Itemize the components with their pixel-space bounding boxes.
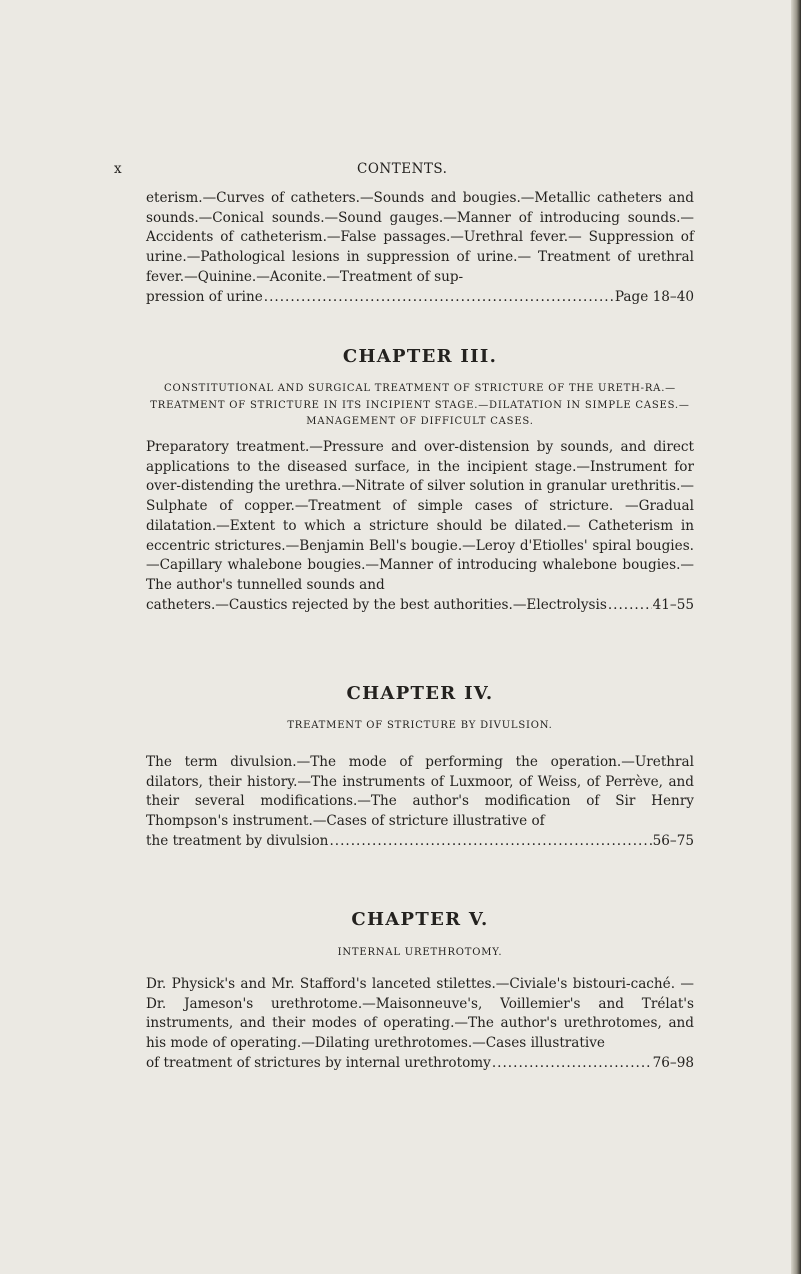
summary-last-text: of treatment of strictures by internal urethrotomy	[146, 1054, 491, 1071]
chapter-5-title: CHAPTER V.	[351, 909, 489, 930]
summary-last-text: catheters.—Caustics rejected by the best authorities.—Electrolysis	[146, 596, 607, 613]
chapter-5-subtitle: INTERNAL URETHROTOMY.	[337, 947, 503, 958]
summary-last-line	[146, 832, 694, 852]
page-edge-shadow	[791, 0, 801, 1274]
page-range: 56–75	[652, 832, 694, 849]
dot-leader	[329, 832, 651, 852]
chapter-3-title: CHAPTER III.	[342, 346, 498, 367]
page-number: x	[114, 161, 123, 177]
summary-text: Preparatory treatment.—Pressure and over-distension by sounds, and direct applications to the diseased surface, in the incipient stage.—Instrument for over-distending the urethra.—Nitrate of silver solution in granular urethritis.—Sulphate of copper.—Treatment of simple cases of stricture. —Gradual dilatation.—Extent to which a stricture should be dilated.— Catheterism in eccentric strictures.—Benjamin Bell's bougie.—Leroy d'Etiolles' spiral bougies.—Capillary whalebone bougies.—Manner of introducing whalebone bougies.—The author's tunnelled sounds and	[146, 439, 694, 593]
summary-text: Dr. Physick's and Mr. Stafford's lanceted stilettes.—Civiale's bistouri-caché. —Dr. Jameson's urethrotome.—Maisonneuve's, Voillemier's and Trélat's instruments, and their modes of operating.—The author's urethrotomes, and his mode of operating.—Dilating urethrotomes.—Cases illustrative	[146, 976, 694, 1052]
chapter-5-summary	[146, 975, 694, 1074]
chapter-4-title: CHAPTER IV.	[346, 683, 494, 704]
page-range: Page 18–40	[614, 288, 694, 305]
summary-last-line	[146, 596, 694, 616]
summary-last-text: the treatment by divulsion	[146, 832, 329, 849]
summary-text: eterism.—Curves of catheters.—Sounds and bougies.—Metallic catheters and sounds.—Conical sounds.—Sound gauges.—Manner of introducing sounds.—Accidents of catheterism.—False passages.—Urethral fever.— Suppression of urine.—Pathological lesions in suppression of urine.— Treatment of urethral fever.—Quinine.—Aconite.—Treatment of sup-	[146, 190, 694, 285]
chapter-3-summary	[146, 438, 694, 615]
summary-last-line	[146, 1054, 694, 1074]
dot-leader	[608, 596, 652, 616]
summary-last-text: pression of urine	[146, 288, 263, 305]
dot-leader	[264, 288, 614, 308]
page-header	[0, 161, 801, 181]
summary-text: The term divulsion.—The mode of performing the operation.—Urethral dilators, their history.—The instruments of Luxmoor, of Weiss, of Perrève, and their several modifications.—The author's modification of Sir Henry Thompson's instrument.—Cases of stricture illustrative of	[146, 754, 694, 830]
dot-leader	[492, 1054, 652, 1074]
running-title: CONTENTS.	[357, 161, 448, 177]
page-range: 76–98	[652, 1054, 694, 1071]
chapter-4-summary	[146, 753, 694, 852]
page-range: 41–55	[652, 596, 694, 613]
summary-last-line	[146, 288, 694, 308]
chapter-3-subtitle: CONSTITUTIONAL AND SURGICAL TREATMENT OF STRICTURE OF THE URETH-RA.—TREATMENT OF STRICTURE IN ITS INCIPIENT STAGE.—DILATATION IN SIMPLE CASES.—MANAGEMENT OF DIFFICULT CASES.	[150, 383, 690, 427]
chapter-4-subtitle: TREATMENT OF STRICTURE BY DIVULSION.	[287, 720, 553, 731]
chapter-2-summary-continuation	[146, 189, 694, 307]
